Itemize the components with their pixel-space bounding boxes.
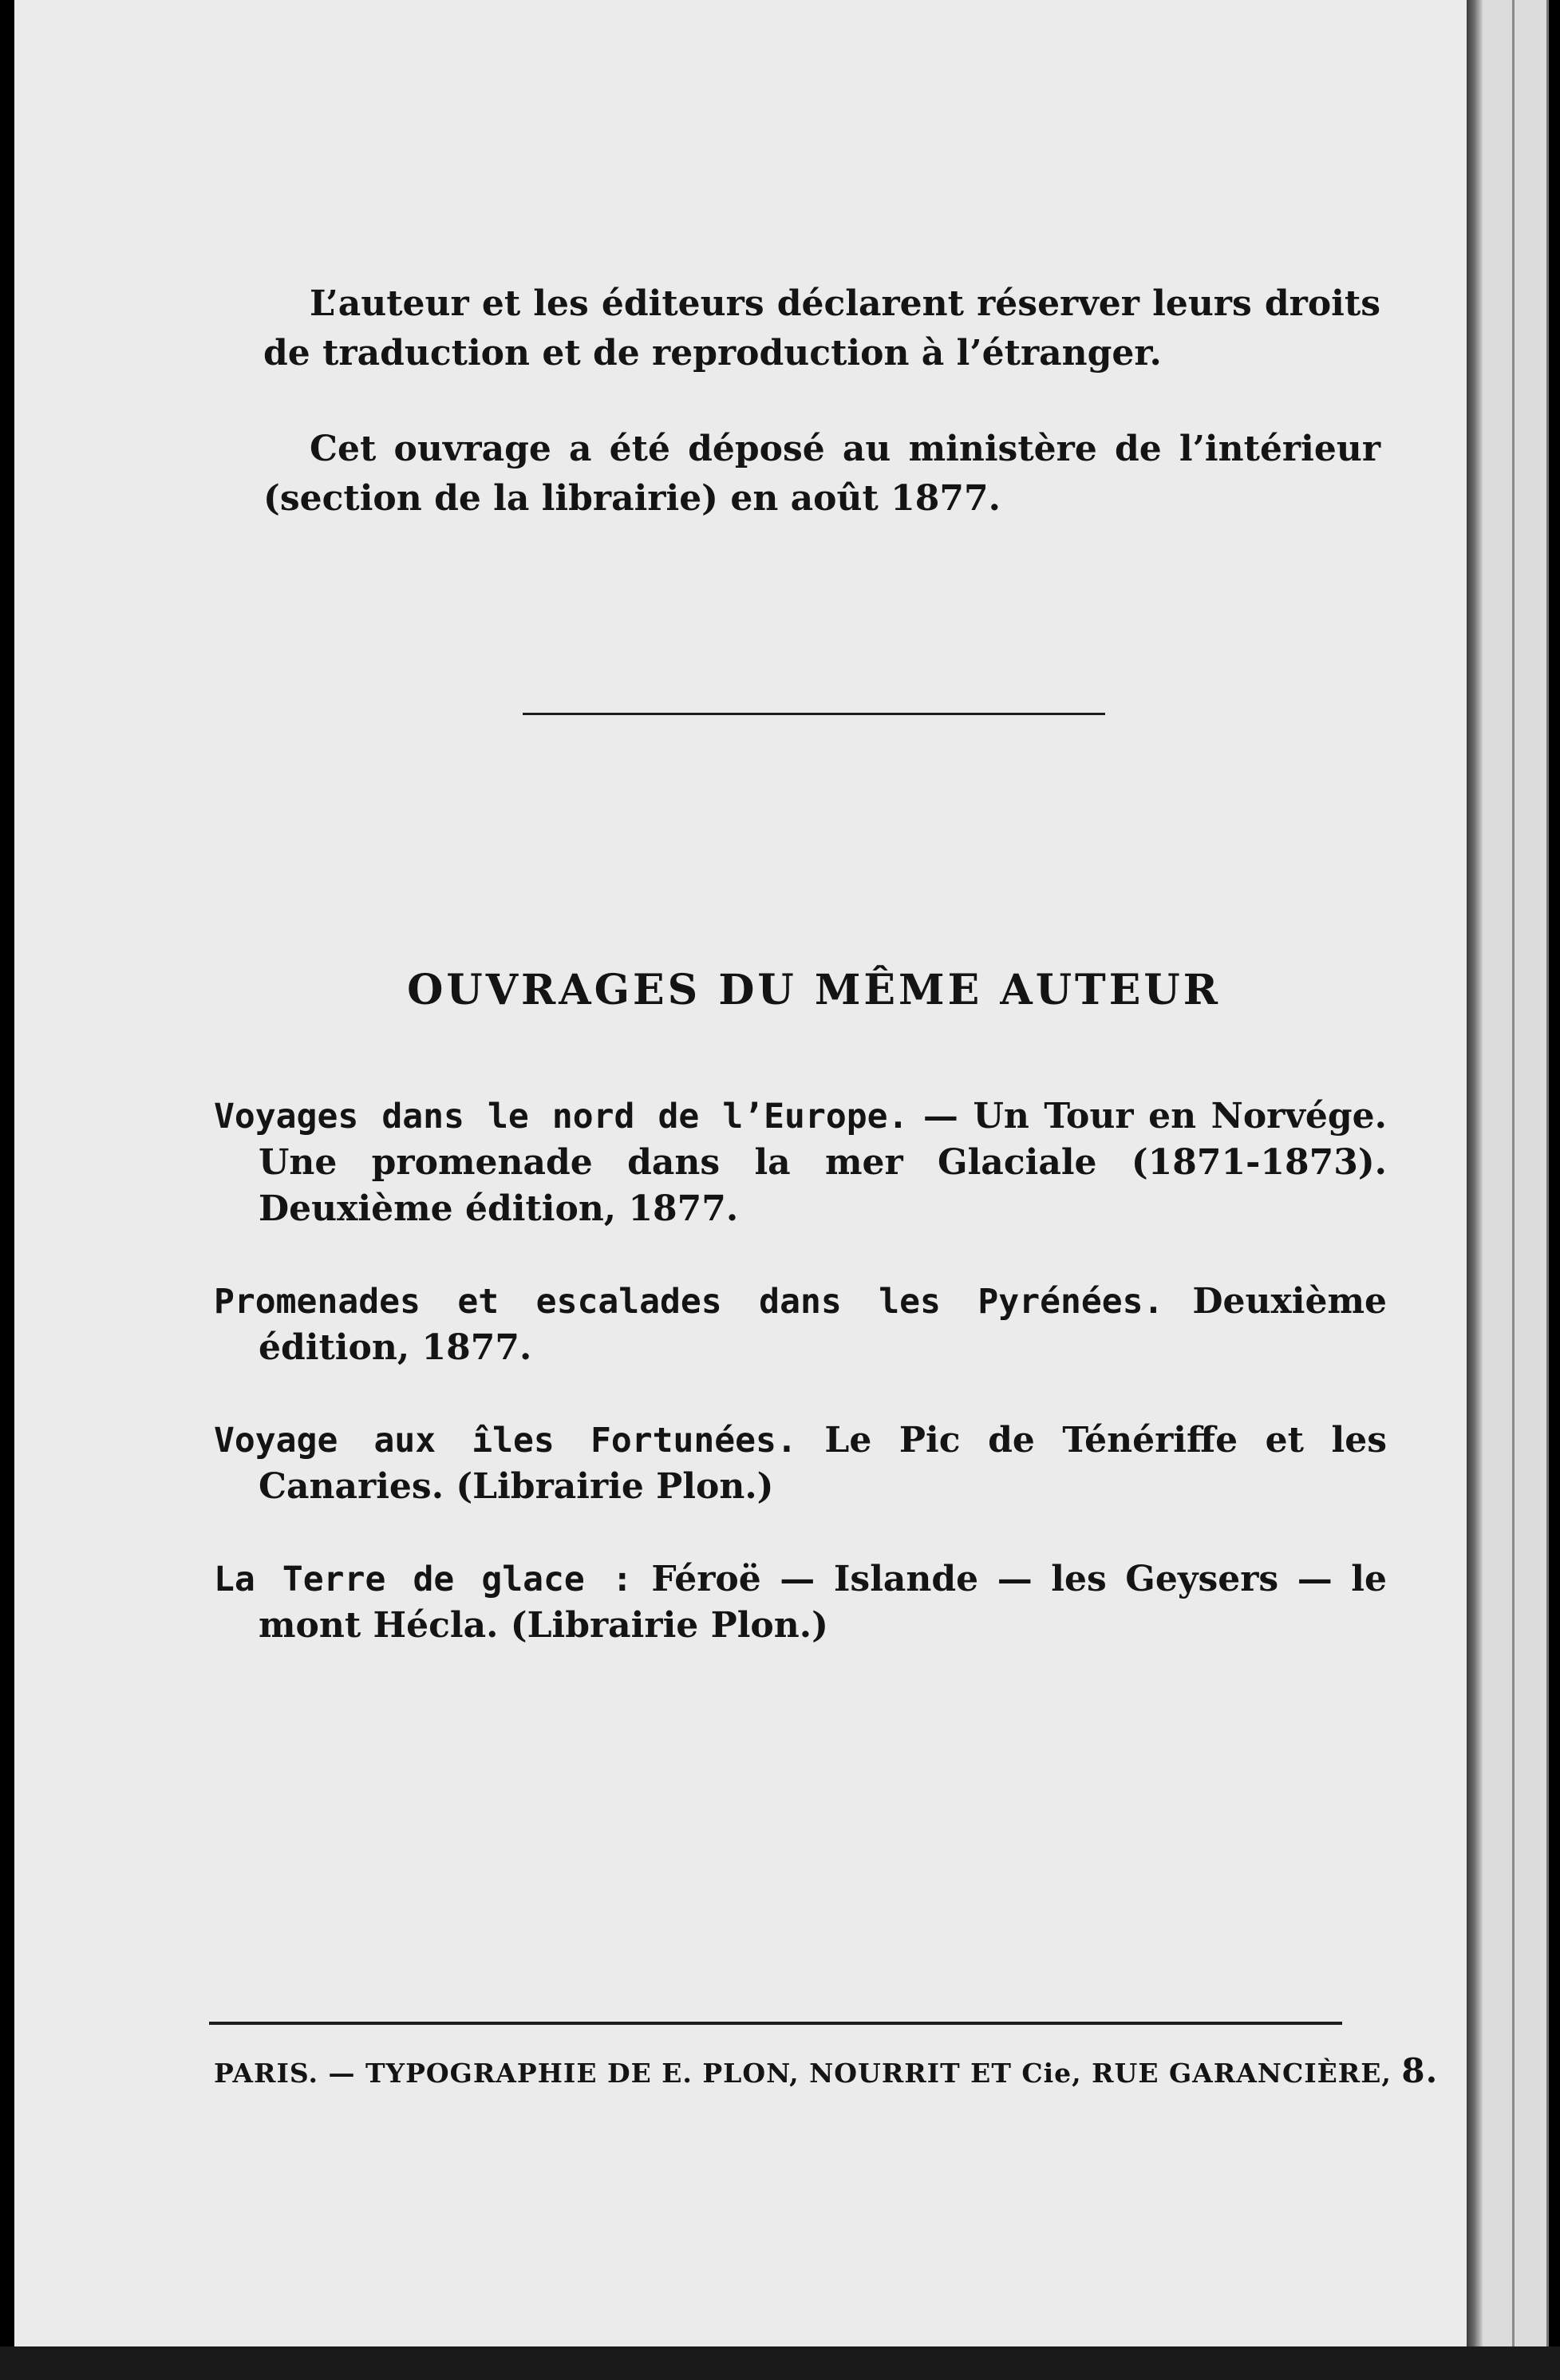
- work-title: Voyage aux îles Fortunées.: [214, 1421, 797, 1461]
- rights-notice: L’auteur et les éditeurs déclarent réserver leurs droits de traduction et de reproduction à l’étranger.: [263, 283, 1380, 374]
- work-entry: [214, 1093, 1387, 1232]
- legal-notice: [263, 279, 1380, 524]
- work-entry: [214, 1279, 1387, 1371]
- page-fold-shadow: [1467, 0, 1483, 2358]
- page-edge-line: [1512, 0, 1515, 2358]
- deposit-notice: Cet ouvrage a été déposé au ministère de l’intérieur (section de la librairie) en août 1877.: [263, 429, 1380, 519]
- work-entry: [214, 1556, 1387, 1649]
- printer-imprint: [214, 2051, 1439, 2090]
- scan-bottom-border: [0, 2346, 1560, 2380]
- work-details: Le Pic de Ténériffe et les Canaries. (Librairie Plon.): [259, 1420, 1388, 1507]
- works-list: [214, 1093, 1387, 1695]
- work-entry: [214, 1417, 1387, 1510]
- section-heading: OUVRAGES DU MÊME AUTEUR: [407, 966, 1221, 1014]
- work-title: La Terre de glace :: [214, 1560, 633, 1599]
- adjacent-page-edge: [1483, 0, 1549, 2358]
- work-title: Promenades et escalades dans les Pyrénées.: [214, 1282, 1164, 1322]
- imprint-text: PARIS. — TYPOGRAPHIE DE E. PLON, NOURRIT ET Cie, RUE GARANCIÈRE,: [214, 2058, 1392, 2089]
- separator-rule: [523, 713, 1105, 715]
- work-details: Deuxième édition, 1877.: [259, 1281, 1387, 1368]
- work-details: — Un Tour en Norvége. Une promenade dans la mer Glaciale (1871-1873). Deuxième édition, 1877.: [259, 1096, 1387, 1229]
- imprint-number: 8.: [1401, 2051, 1439, 2090]
- work-details: Féroë — Islande — les Geysers — le mont Hécla. (Librairie Plon.): [259, 1559, 1387, 1646]
- work-title: Voyages dans le nord de l’Europe.: [214, 1097, 909, 1137]
- imprint-rule: [209, 2022, 1342, 2025]
